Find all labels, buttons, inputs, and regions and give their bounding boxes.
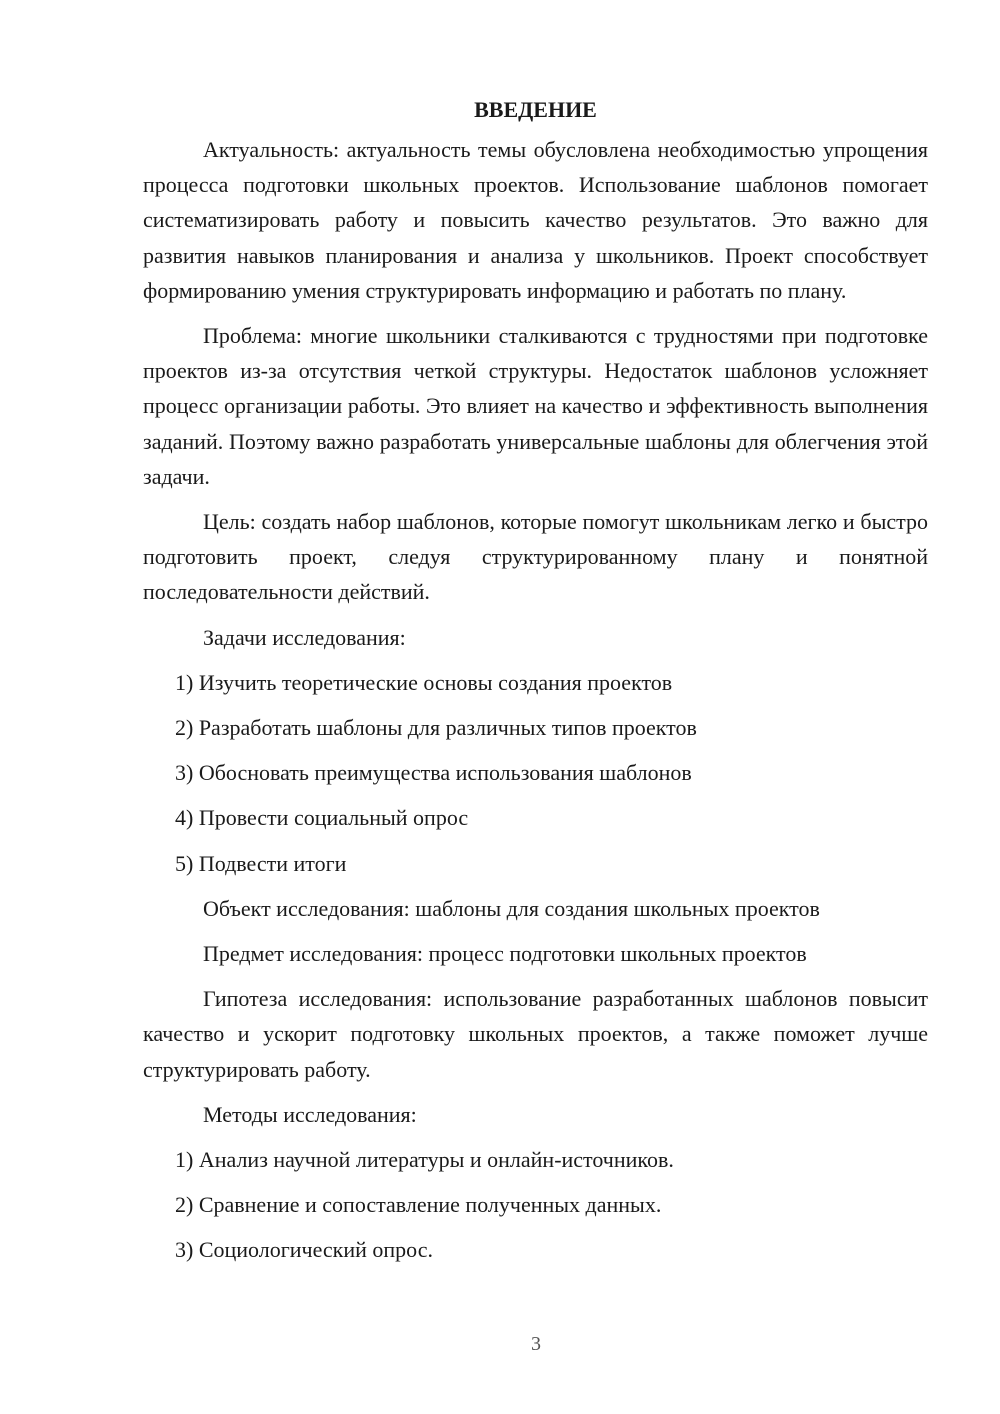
task-item: 5) Подвести итоги: [175, 850, 347, 876]
methods-title: Методы исследования:: [203, 1101, 417, 1127]
task-item: 1) Изучить теоретические основы создания проектов: [175, 669, 673, 695]
method-item: 2) Сравнение и сопоставление полученных данных.: [175, 1192, 662, 1218]
subject-paragraph: Предмет исследования: процесс подготовки школьных проектов: [203, 941, 807, 967]
hypothesis-paragraph: Гипотеза исследования: использование разработанных шаблонов повысит качество и ускорит подготовку школьных проектов, а также поможет лучше структурировать работу.: [143, 986, 928, 1082]
method-item: 3) Социологический опрос.: [175, 1237, 433, 1263]
tasks-title: Задачи исследования:: [203, 624, 406, 650]
goal-paragraph: Цель: создать набор шаблонов, которые помогут школьникам легко и быстро подготовить проект, следуя структурированному плану и понятной последовательности действий.: [143, 509, 928, 605]
relevance-paragraph: Актуальность: актуальность темы обусловлена необходимостью упрощения процесса подготовки школьных проектов. Использование шаблонов помогает систематизировать работу и повысить качество результатов. Это важно для развития навыков планирования и анализа у школьников. Проект способствует формированию умения структурировать информацию и работать по плану.: [143, 137, 928, 303]
task-item: 3) Обосновать преимущества использования шаблонов: [175, 760, 692, 786]
method-item: 1) Анализ научной литературы и онлайн-источников.: [175, 1147, 674, 1173]
methods-list: [143, 1142, 928, 1268]
tasks-list: [143, 665, 928, 881]
task-item: 2) Разработать шаблоны для различных типов проектов: [175, 715, 697, 741]
task-item: 4) Провести социальный опрос: [175, 805, 469, 831]
page-number: 3: [531, 1333, 541, 1355]
problem-paragraph: Проблема: многие школьники сталкиваются с трудностями при подготовке проектов из-за отсутствия четкой структуры. Недостаток шаблонов усложняет процесс организации работы. Это влияет на качество и эффективность выполнения заданий. Поэтому важно разработать универсальные шаблоны для облегчения этой задачи.: [143, 323, 928, 489]
page-title: ВВЕДЕНИЕ: [474, 97, 597, 122]
document-page: [143, 92, 928, 1278]
object-paragraph: Объект исследования: шаблоны для создания школьных проектов: [203, 895, 820, 921]
